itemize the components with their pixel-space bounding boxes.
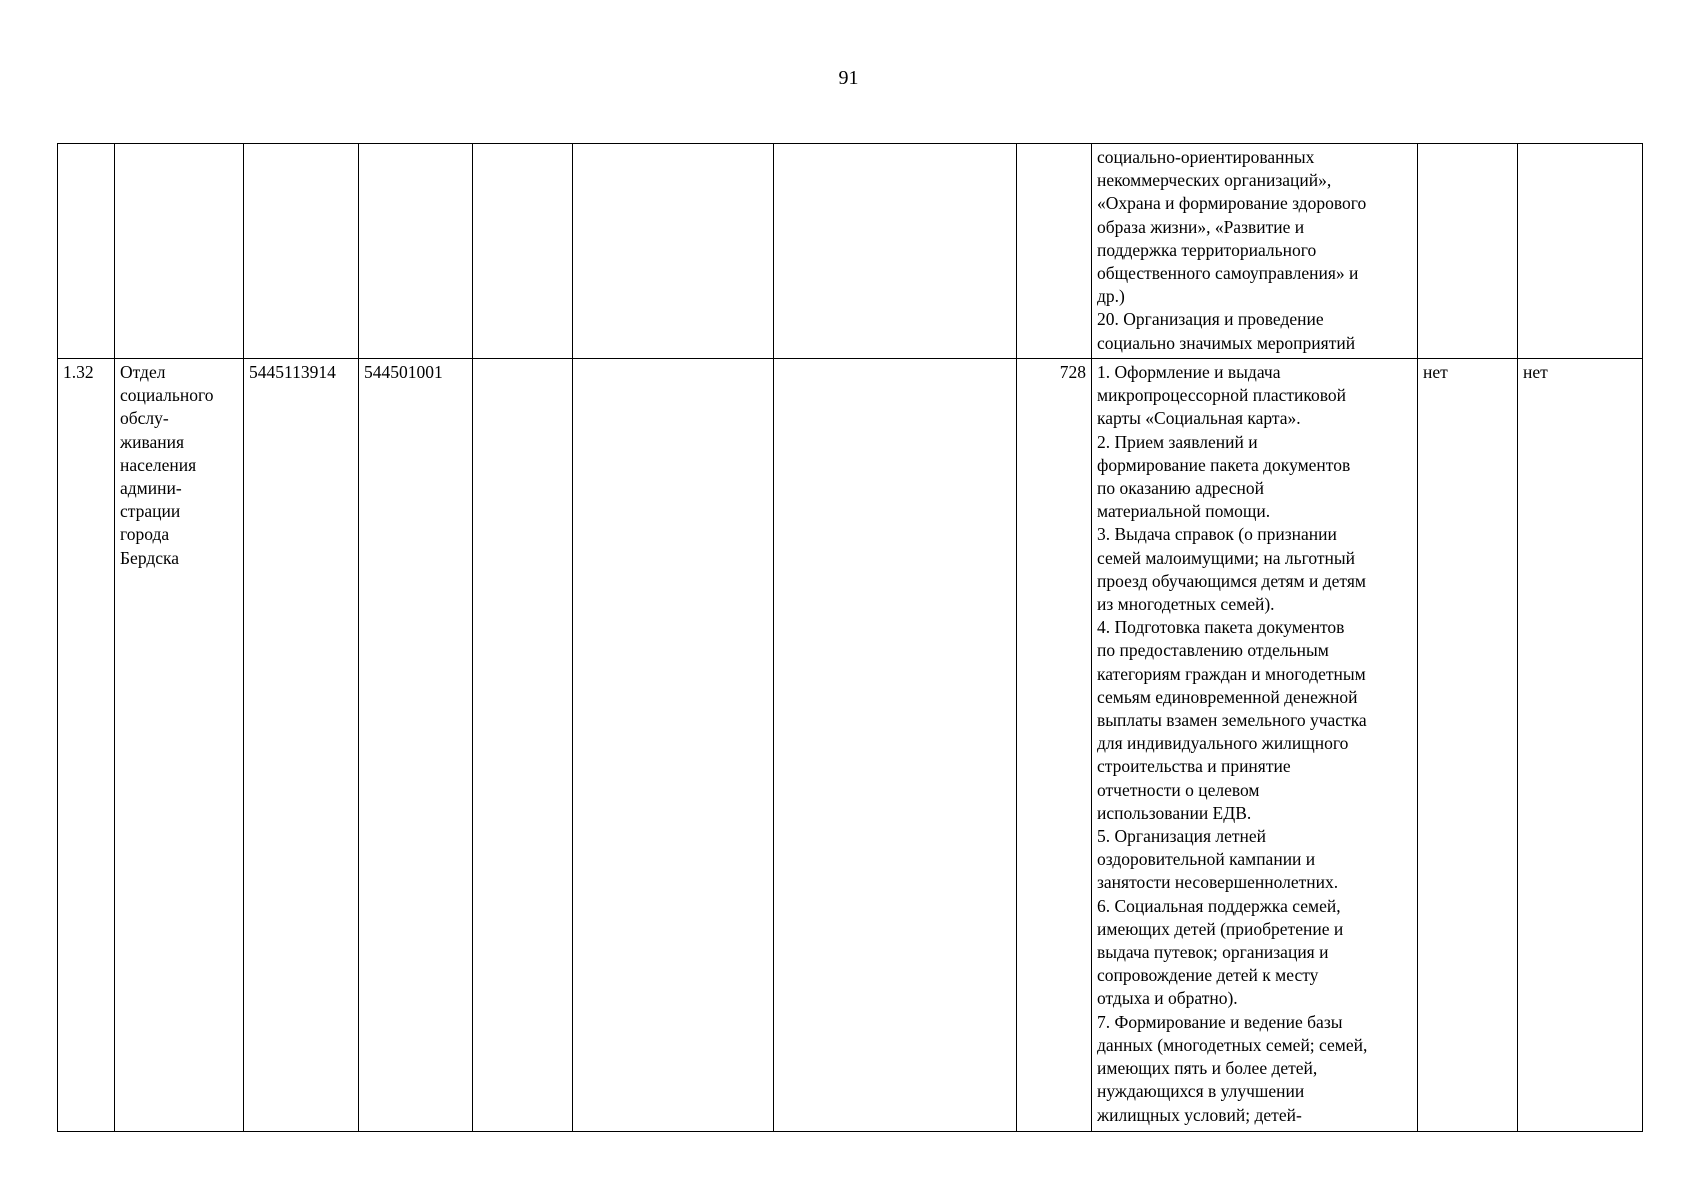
cell-col10: нет [1418,359,1518,1132]
cell-col7 [774,144,1017,359]
text-line: для индивидуального жилищного [1097,733,1349,754]
text-line: социального [120,385,214,406]
cell-name [115,359,244,1132]
text-line: некоммерческих организаций», [1097,170,1332,191]
text-line: «Охрана и формирование здорового [1097,193,1367,214]
text-line: админи- [120,478,182,499]
text-line: поддержка территориального [1097,239,1317,260]
text-line: отдыха и обратно). [1097,988,1238,1009]
text-line: семей малоимущими; на льготный [1097,547,1356,568]
text-line: живания [120,431,185,452]
text-line: строительства и принятие [1097,756,1291,777]
text-line: использовании ЕДВ. [1097,802,1252,823]
text-line: 3. Выдача справок (о признании [1097,524,1337,545]
text-line: имеющих детей (приобретение и [1097,918,1344,939]
cell-name [115,144,244,359]
text-line: 4. Подготовка пакета документов [1097,617,1345,638]
text-line: обслу- [120,408,169,429]
text-line: карты «Социальная карта». [1097,408,1301,429]
text-line: выдача путевок; организация и [1097,942,1329,963]
text-line: 7. Формирование и ведение базы [1097,1011,1343,1032]
text-line: формирование пакета документов [1097,454,1351,475]
cell-inn: 5445113914 [244,359,359,1132]
text-line: города [120,524,170,545]
text-line: жилищных условий; детей- [1097,1104,1302,1125]
text-line: оздоровительной кампании и [1097,849,1316,870]
cell-number: 1.32 [58,359,115,1132]
text-line: проезд обучающимся детям и детям [1097,570,1366,591]
text-line: занятости несовершеннолетних. [1097,872,1339,893]
text-line: имеющих пять и более детей, [1097,1058,1318,1079]
cell-inn [244,144,359,359]
table-row-1-32 [58,359,1643,1132]
text-line: 20. Организация и проведение [1097,309,1324,330]
text-line: 2. Прием заявлений и [1097,431,1258,452]
text-line: Бердска [120,547,180,568]
text-line: 6. Социальная поддержка семей, [1097,895,1341,916]
text-line: социально значимых мероприятий [1097,332,1356,353]
text-line: по оказанию адресной [1097,478,1264,499]
cell-col11 [1518,144,1643,359]
organizations-table [57,143,1643,1132]
text-line: из многодетных семей). [1097,594,1275,615]
table-row-continuation [58,144,1643,359]
cell-kpp [359,144,473,359]
text-line: страции [120,501,181,522]
cell-col5 [473,144,573,359]
text-line: др.) [1097,286,1125,307]
text-line: по предоставлению отдельным [1097,640,1329,661]
text-line: микропроцессорной пластиковой [1097,385,1347,406]
text-line: нуждающихся в улучшении [1097,1081,1305,1102]
text-line: населения [120,454,197,475]
cell-col7 [774,359,1017,1132]
cell-activities [1092,144,1418,359]
text-line: 1. Оформление и выдача [1097,362,1281,382]
cell-number [58,144,115,359]
page-number: 91 [838,67,859,89]
cell-col11: нет [1518,359,1643,1132]
cell-code [1017,144,1092,359]
text-line: общественного самоуправления» и [1097,263,1359,284]
cell-col10 [1418,144,1518,359]
text-line: образа жизни», «Развитие и [1097,216,1305,237]
text-line: категориям граждан и многодетным [1097,663,1366,684]
text-line: выплаты взамен земельного участка [1097,710,1367,731]
text-line: сопровождение детей к месту [1097,965,1319,986]
text-line: социально-ориентированных [1097,147,1315,167]
cell-kpp: 544501001 [359,359,473,1132]
cell-activities [1092,359,1418,1132]
cell-code: 728 [1017,359,1092,1132]
text-line: Отдел [120,362,166,382]
text-line: семьям единовременной денежной [1097,686,1358,707]
text-line: 5. Организация летней [1097,826,1267,847]
cell-col5 [473,359,573,1132]
cell-col6 [573,144,774,359]
text-line: отчетности о целевом [1097,779,1260,800]
text-line: данных (многодетных семей; семей, [1097,1034,1368,1055]
cell-col6 [573,359,774,1132]
text-line: материальной помощи. [1097,501,1271,522]
